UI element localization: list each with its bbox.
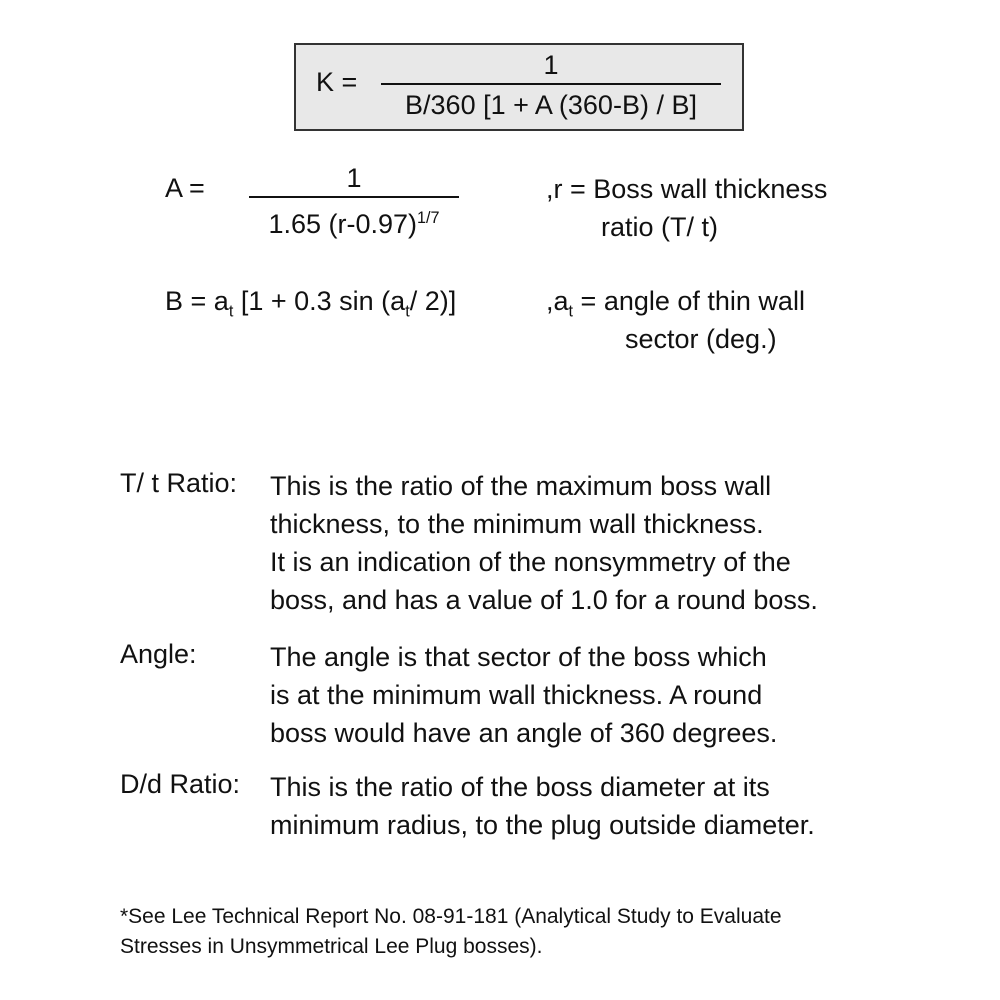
tt-ratio-line: This is the ratio of the maximum boss wall	[270, 471, 772, 501]
b-mid: [1 + 0.3 sin (	[233, 286, 391, 316]
b-t-subscript: t	[228, 302, 234, 321]
k-denominator: B/360 [1 + A (360-B) / B]	[405, 90, 697, 120]
footnote	[120, 902, 782, 962]
a-numerator: 1	[346, 163, 362, 193]
a-lhs: A =	[165, 173, 205, 203]
angle-line: is at the minimum wall thickness. A round	[270, 680, 763, 710]
tt-ratio-term: T/ t Ratio:	[120, 468, 238, 498]
a-fraction-bar	[249, 196, 459, 198]
a-denominator	[249, 208, 459, 240]
k-formula-box	[294, 43, 744, 131]
k-numerator: 1	[543, 50, 559, 80]
angle-description	[270, 638, 777, 752]
at-a-symbol: a	[553, 286, 569, 316]
b-tail: / 2)]	[409, 286, 457, 316]
a-denominator-exponent: 1/7	[417, 209, 440, 227]
tt-ratio-line: thickness, to the minimum wall thickness.	[270, 509, 764, 539]
b-formula	[165, 285, 457, 321]
at-definition-line1	[546, 285, 805, 321]
at-prefix: ,	[546, 286, 554, 316]
r-definition-prefix: ,r =	[546, 174, 594, 204]
r-definition-line2: ratio (T/ t)	[601, 212, 719, 242]
tt-ratio-line: It is an indication of the nonsymmetry of the	[270, 547, 791, 577]
k-fraction-bar	[381, 83, 721, 85]
footnote-line1: *See Lee Technical Report No. 08-91-181 (Analytical Study to Evaluate	[120, 905, 782, 928]
dd-ratio-line: minimum radius, to the plug outside diameter.	[270, 810, 815, 840]
dd-ratio-line: This is the ratio of the boss diameter at its	[270, 772, 770, 802]
footnote-line2: Stresses in Unsymmetrical Lee Plug bosses).	[120, 935, 543, 958]
b-a-symbol-2: a	[390, 286, 406, 316]
at-equals: = angle of thin wall	[573, 286, 805, 316]
tt-ratio-line: boss, and has a value of 1.0 for a round boss.	[270, 585, 818, 615]
angle-line: The angle is that sector of the boss which	[270, 642, 767, 672]
angle-term: Angle:	[120, 639, 197, 669]
b-t-subscript-2: t	[405, 302, 410, 321]
angle-line: boss would have an angle of 360 degrees.	[270, 718, 778, 748]
a-denominator-base: 1.65 (r-0.97)	[268, 209, 418, 239]
at-definition-line2: sector (deg.)	[625, 324, 777, 354]
r-definition-line1	[546, 173, 827, 205]
tt-ratio-description	[270, 467, 818, 619]
r-definition-text1: Boss wall thickness	[593, 174, 828, 204]
b-a-symbol: a	[213, 286, 229, 316]
dd-ratio-description	[270, 768, 815, 844]
b-lhs: B =	[165, 286, 214, 316]
at-t-subscript: t	[568, 302, 574, 321]
k-lhs: K =	[316, 67, 358, 97]
dd-ratio-term: D/d Ratio:	[120, 769, 241, 799]
